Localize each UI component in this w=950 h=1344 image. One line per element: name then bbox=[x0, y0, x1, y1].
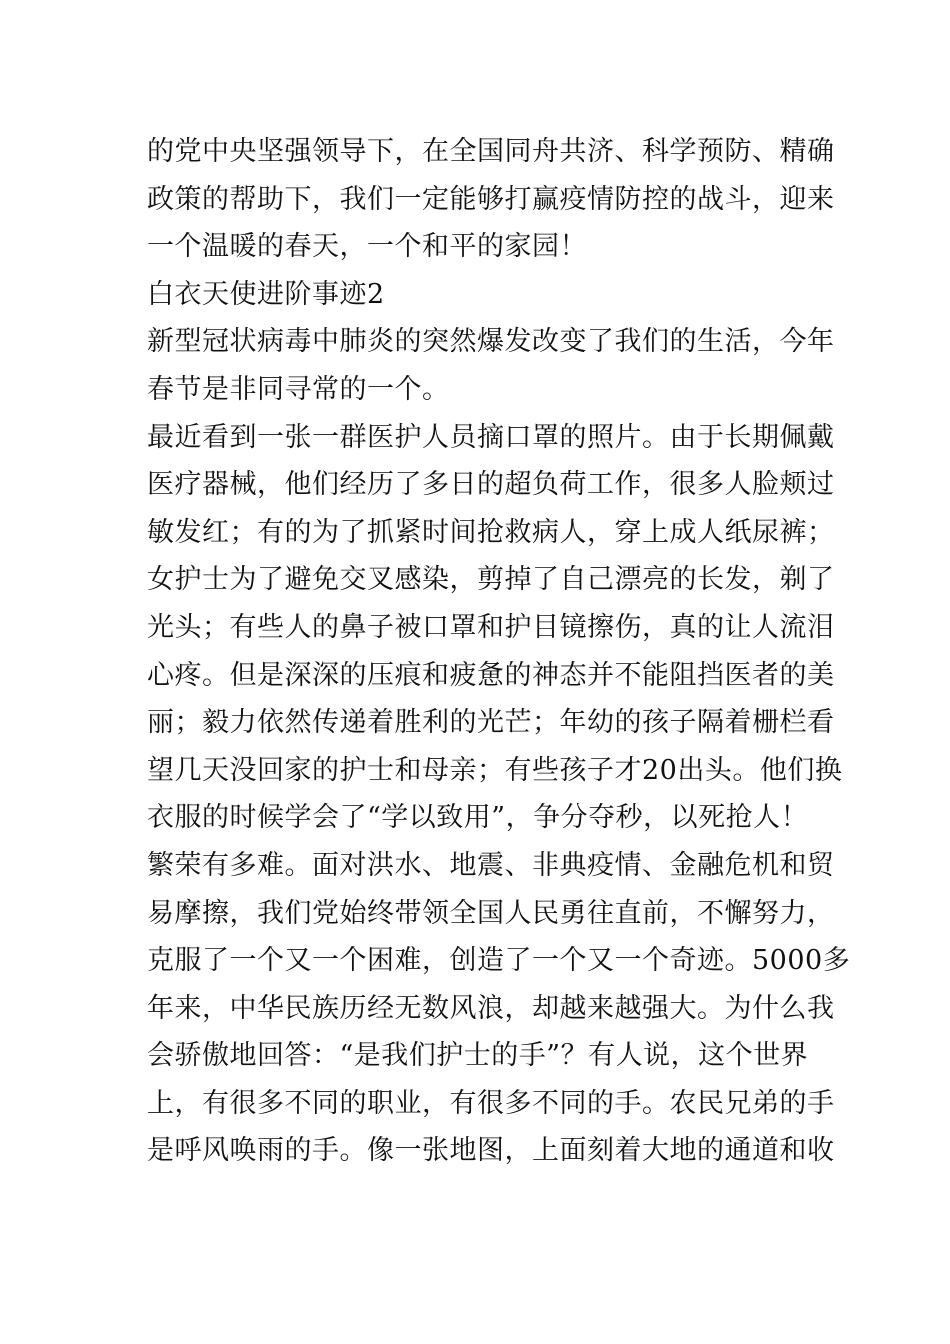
text-line: 女护士为了避免交叉感染，剪掉了自己漂亮的长发，剃了 bbox=[147, 564, 835, 596]
text-line: 年来，中华民族历经无数风浪，却越来越强大。为什么我 bbox=[147, 992, 835, 1024]
text-line: 心疼。但是深深的压痕和疲惫的神态并不能阻挡医者的美 bbox=[147, 659, 835, 691]
text-line: 最近看到一张一群医护人员摘口罩的照片。由于长期佩戴 bbox=[147, 421, 835, 453]
text-line: 春节是非同寻常的一个。 bbox=[147, 373, 450, 405]
text-line: 医疗器械，他们经历了多日的超负荷工作，很多人脸颊过 bbox=[147, 469, 835, 501]
text-line: 一个温暖的春天，一个和平的家园！ bbox=[147, 231, 587, 263]
document-body bbox=[147, 128, 851, 1175]
text-line: 的党中央坚强领导下，在全国同舟共济、科学预防、精确 bbox=[147, 136, 835, 167]
text-line: 新型冠状病毒中肺炎的突然爆发改变了我们的生活，今年 bbox=[147, 326, 835, 358]
text-line: 敏发红；有的为了抓紧时间抢救病人，穿上成人纸尿裤； bbox=[147, 516, 835, 548]
text-line: 丽；毅力依然传递着胜利的光芒；年幼的孩子隔着栅栏看 bbox=[147, 707, 835, 739]
text-line: 上，有很多不同的职业，有很多不同的手。农民兄弟的手 bbox=[147, 1087, 835, 1119]
text-line: 衣服的时候学会了“学以致用”，争分夺秒，以死抢人！ bbox=[147, 802, 809, 834]
text-line: 克服了一个又一个困难，创造了一个又一个奇迹。5000多 bbox=[147, 945, 851, 977]
text-line: 光头；有些人的鼻子被口罩和护目镜擦伤，真的让人流泪 bbox=[147, 611, 835, 643]
text-line: 政策的帮助下，我们一定能够打赢疫情防控的战斗，迎来 bbox=[147, 183, 835, 215]
text-line: 是呼风唤雨的手。像一张地图，上面刻着大地的通道和收 bbox=[147, 1135, 835, 1167]
section-heading: 白衣天使进阶事迹2 bbox=[147, 278, 385, 310]
text-line: 易摩擦，我们党始终带领全国人民勇往直前，不懈努力， bbox=[147, 897, 835, 929]
text-line: 会骄傲地回答：“是我们护士的手”？有人说，这个世界 bbox=[147, 1040, 809, 1072]
text-line: 望几天没回家的护士和母亲；有些孩子才20出头。他们换 bbox=[147, 754, 843, 786]
text-line: 繁荣有多难。面对洪水、地震、非典疫情、金融危机和贸 bbox=[147, 849, 835, 881]
